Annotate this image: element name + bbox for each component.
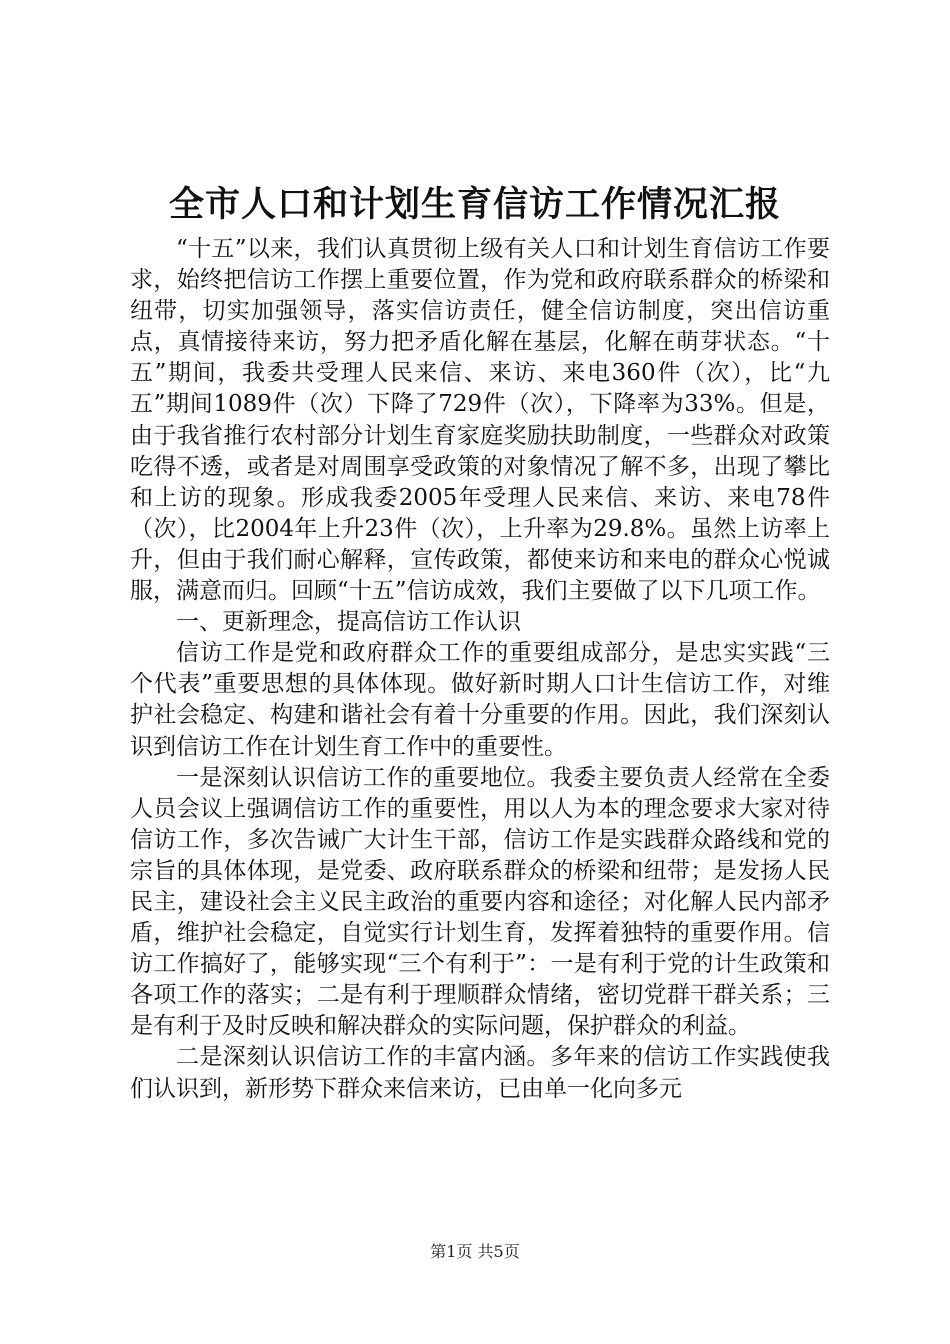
paragraph-point-1: 一是深刻认识信访工作的重要地位。我委主要负责人经常在全委人员会议上强调信访工作的重要性，用以人为本的理念要求大家对待信访工作，多次告诫广大计生干部，信访工作是实践群众路线和党的宗旨的具体体现，是党委、政府联系群众的桥梁和纽带；是发扬人民民主，建设社会主义民主政治的重要内容和途径；对化解人民内部矛盾，维护社会稳定，自觉实行计划生育，发挥着独特的重要作用。信访工作搞好了，能够实现“三个有利于”：一是有利于党的计生政策和各项工作的落实；二是有利于理顺群众情绪，密切党群干群关系；三是有利于及时反映和解决群众的实际问题，保护群众的利益。	[130, 764, 830, 1040]
paragraph-intro: “十五”以来，我们认真贯彻上级有关人口和计划生育信访工作要求，始终把信访工作摆上重要位置，作为党和政府联系群众的桥梁和纽带，切实加强领导，落实信访责任，健全信访制度，突出信访重点，真情接待来访，努力把矛盾化解在基层，化解在萌芽状态。“十五”期间，我委共受理人民来信、来访、来电360件（次），比“九五”期间1089件（次）下降了729件（次），下降率为33%。但是，由于我省推行农村部分计划生育家庭奖励扶助制度，一些群众对政策吃得不透，或者是对周围享受政策的对象情况了解不多，出现了攀比和上访的现象。形成我委2005年受理人民来信、来访、来电78件（次），比2004年上升23件（次），上升率为29.8%。虽然上访率上升，但由于我们耐心解释，宣传政策，都使来访和来电的群众心悦诚服，满意而归。回顾“十五”信访成效，我们主要做了以下几项工作。	[130, 236, 830, 605]
paragraph-point-2: 二是深刻认识信访工作的丰富内涵。多年来的信访工作实践使我们认识到，新形势下群众来信来访，已由单一化向多元	[130, 1044, 830, 1102]
paragraph-section-1: 信访工作是党和政府群众工作的重要组成部分，是忠实实践“三个代表”重要思想的具体体现。做好新时期人口计生信访工作，对维护社会稳定、构建和谐社会有着十分重要的作用。因此，我们深刻认识到信访工作在计划生育工作中的重要性。	[130, 640, 830, 760]
page-footer: 第1页 共5页	[430, 1242, 520, 1261]
section-heading-1: 一、更新理念，提高信访工作认识	[176, 609, 521, 636]
document-body	[130, 234, 830, 1105]
document-title: 全市人口和计划生育信访工作情况汇报	[168, 184, 781, 225]
